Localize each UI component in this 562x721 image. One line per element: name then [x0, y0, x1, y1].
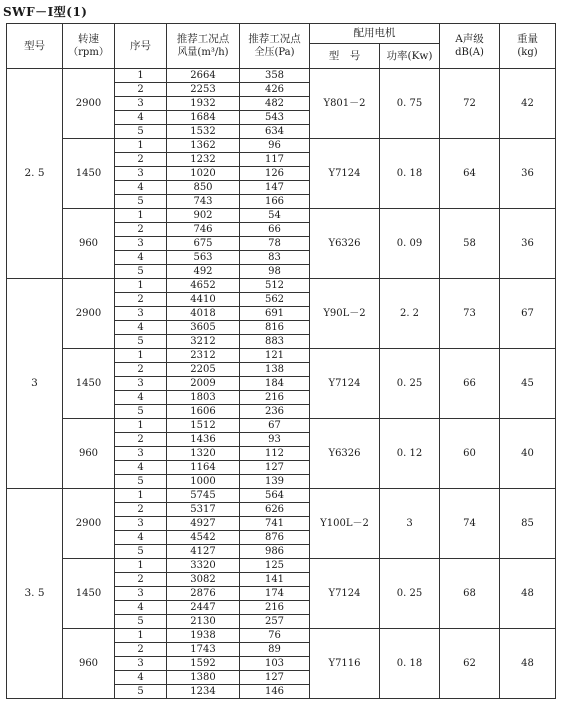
cell-airflow: 1743 — [167, 643, 240, 657]
cell-noise: 68 — [440, 559, 500, 629]
cell-pressure: 139 — [240, 475, 310, 489]
cell-seq: 1 — [115, 139, 167, 153]
cell-seq: 5 — [115, 615, 167, 629]
cell-noise: 64 — [440, 139, 500, 209]
cell-pressure: 89 — [240, 643, 310, 657]
cell-airflow: 492 — [167, 265, 240, 279]
cell-seq: 3 — [115, 237, 167, 251]
cell-weight: 36 — [500, 139, 556, 209]
cell-seq: 1 — [115, 69, 167, 83]
cell-weight: 85 — [500, 489, 556, 559]
cell-seq: 3 — [115, 657, 167, 671]
cell-pressure: 562 — [240, 293, 310, 307]
cell-pressure: 358 — [240, 69, 310, 83]
header-noise-unit: dB(A) — [455, 47, 484, 59]
cell-airflow: 4018 — [167, 307, 240, 321]
header-speed — [63, 24, 115, 69]
cell-weight: 42 — [500, 69, 556, 139]
cell-weight: 48 — [500, 629, 556, 699]
cell-speed: 2900 — [63, 489, 115, 559]
header-weight-unit: (kg) — [517, 47, 538, 59]
cell-airflow: 675 — [167, 237, 240, 251]
table-row — [7, 629, 556, 643]
cell-pressure: 147 — [240, 181, 310, 195]
cell-airflow: 4652 — [167, 279, 240, 293]
cell-motor-power: 0. 18 — [380, 629, 440, 699]
cell-pressure: 543 — [240, 111, 310, 125]
cell-seq: 4 — [115, 461, 167, 475]
cell-motor-power: 0. 12 — [380, 419, 440, 489]
cell-pressure: 141 — [240, 573, 310, 587]
cell-airflow: 743 — [167, 195, 240, 209]
header-airflow-unit: 风量(m³/h) — [177, 47, 229, 59]
cell-speed: 960 — [63, 629, 115, 699]
cell-seq: 5 — [115, 125, 167, 139]
cell-pressure: 83 — [240, 251, 310, 265]
cell-airflow: 2205 — [167, 363, 240, 377]
header-pressure — [240, 24, 310, 69]
cell-seq: 2 — [115, 293, 167, 307]
cell-noise: 72 — [440, 69, 500, 139]
cell-airflow: 3320 — [167, 559, 240, 573]
cell-speed: 2900 — [63, 69, 115, 139]
cell-airflow: 2130 — [167, 615, 240, 629]
cell-seq: 3 — [115, 517, 167, 531]
cell-speed: 1450 — [63, 349, 115, 419]
table-row — [7, 279, 556, 293]
cell-airflow: 2447 — [167, 601, 240, 615]
cell-pressure: 257 — [240, 615, 310, 629]
cell-pressure: 626 — [240, 503, 310, 517]
cell-airflow: 2009 — [167, 377, 240, 391]
cell-airflow: 4542 — [167, 531, 240, 545]
cell-airflow: 2312 — [167, 349, 240, 363]
cell-airflow: 746 — [167, 223, 240, 237]
header-pressure-unit: 全压(Pa) — [254, 47, 295, 59]
cell-airflow: 1234 — [167, 685, 240, 699]
cell-pressure: 127 — [240, 671, 310, 685]
cell-pressure: 146 — [240, 685, 310, 699]
cell-pressure: 634 — [240, 125, 310, 139]
cell-motor-model: Y100L－2 — [310, 489, 380, 559]
cell-motor-power: 0. 75 — [380, 69, 440, 139]
cell-seq: 2 — [115, 153, 167, 167]
header-pressure-top: 推荐工况点 — [248, 32, 301, 45]
cell-seq: 2 — [115, 223, 167, 237]
header-airflow — [167, 24, 240, 69]
cell-noise: 73 — [440, 279, 500, 349]
cell-pressure: 174 — [240, 587, 310, 601]
header-motor: 配用电机 — [310, 24, 440, 44]
cell-pressure: 883 — [240, 335, 310, 349]
cell-airflow: 1320 — [167, 447, 240, 461]
cell-airflow: 1684 — [167, 111, 240, 125]
cell-motor-power: 0. 09 — [380, 209, 440, 279]
cell-airflow: 5317 — [167, 503, 240, 517]
cell-motor-model: Y7124 — [310, 349, 380, 419]
cell-seq: 2 — [115, 433, 167, 447]
table-row — [7, 419, 556, 433]
table-title: SWF－Ⅰ型(1) — [3, 5, 88, 19]
cell-weight: 48 — [500, 559, 556, 629]
cell-seq: 4 — [115, 321, 167, 335]
cell-motor-model: Y7124 — [310, 139, 380, 209]
cell-airflow: 2253 — [167, 83, 240, 97]
cell-motor-model: Y7124 — [310, 559, 380, 629]
cell-airflow: 1362 — [167, 139, 240, 153]
cell-seq: 1 — [115, 419, 167, 433]
cell-seq: 3 — [115, 167, 167, 181]
cell-airflow: 2876 — [167, 587, 240, 601]
cell-airflow: 4927 — [167, 517, 240, 531]
cell-pressure: 512 — [240, 279, 310, 293]
cell-pressure: 691 — [240, 307, 310, 321]
cell-seq: 5 — [115, 545, 167, 559]
cell-pressure: 816 — [240, 321, 310, 335]
cell-pressure: 216 — [240, 601, 310, 615]
cell-seq: 1 — [115, 489, 167, 503]
header-noise-label: A声级 — [455, 32, 484, 45]
cell-weight: 40 — [500, 419, 556, 489]
cell-motor-model: Y90L－2 — [310, 279, 380, 349]
cell-speed: 1450 — [63, 139, 115, 209]
cell-airflow: 902 — [167, 209, 240, 223]
header-motor-power: 功率(Kw) — [380, 44, 440, 69]
cell-seq: 4 — [115, 671, 167, 685]
table-row — [7, 209, 556, 223]
cell-airflow: 2664 — [167, 69, 240, 83]
cell-motor-power: 0. 18 — [380, 139, 440, 209]
cell-airflow: 1164 — [167, 461, 240, 475]
cell-airflow: 1532 — [167, 125, 240, 139]
cell-airflow: 1803 — [167, 391, 240, 405]
cell-seq: 3 — [115, 307, 167, 321]
cell-pressure: 93 — [240, 433, 310, 447]
table-row — [7, 349, 556, 363]
cell-weight: 67 — [500, 279, 556, 349]
cell-seq: 3 — [115, 587, 167, 601]
table-row — [7, 489, 556, 503]
cell-seq: 4 — [115, 251, 167, 265]
table-row — [7, 69, 556, 83]
header-model-label: 型号 — [24, 39, 45, 52]
cell-noise: 74 — [440, 489, 500, 559]
cell-seq: 5 — [115, 405, 167, 419]
cell-motor-power: 0. 25 — [380, 559, 440, 629]
cell-seq: 4 — [115, 531, 167, 545]
cell-seq: 2 — [115, 573, 167, 587]
header-model — [7, 24, 63, 69]
cell-airflow: 1436 — [167, 433, 240, 447]
cell-pressure: 125 — [240, 559, 310, 573]
cell-airflow: 1512 — [167, 419, 240, 433]
cell-pressure: 78 — [240, 237, 310, 251]
cell-motor-model: Y6326 — [310, 419, 380, 489]
cell-pressure: 103 — [240, 657, 310, 671]
header-weight — [500, 24, 556, 69]
cell-seq: 1 — [115, 209, 167, 223]
cell-pressure: 564 — [240, 489, 310, 503]
cell-airflow: 1380 — [167, 671, 240, 685]
cell-seq: 4 — [115, 111, 167, 125]
cell-airflow: 1000 — [167, 475, 240, 489]
header-airflow-top: 推荐工况点 — [176, 32, 230, 45]
cell-motor-model: Y7116 — [310, 629, 380, 699]
cell-noise: 66 — [440, 349, 500, 419]
cell-speed: 960 — [63, 209, 115, 279]
cell-seq: 1 — [115, 559, 167, 573]
cell-seq: 2 — [115, 643, 167, 657]
cell-pressure: 876 — [240, 531, 310, 545]
cell-speed: 960 — [63, 419, 115, 489]
cell-speed: 1450 — [63, 559, 115, 629]
cell-seq: 2 — [115, 83, 167, 97]
header-speed-label: 转速 — [78, 32, 99, 45]
cell-pressure: 426 — [240, 83, 310, 97]
cell-airflow: 3082 — [167, 573, 240, 587]
cell-pressure: 184 — [240, 377, 310, 391]
cell-pressure: 986 — [240, 545, 310, 559]
cell-pressure: 66 — [240, 223, 310, 237]
cell-pressure: 138 — [240, 363, 310, 377]
cell-pressure: 236 — [240, 405, 310, 419]
cell-seq: 4 — [115, 601, 167, 615]
cell-model: 3. 5 — [7, 489, 63, 699]
cell-seq: 3 — [115, 447, 167, 461]
cell-noise: 58 — [440, 209, 500, 279]
cell-motor-power: 2. 2 — [380, 279, 440, 349]
cell-pressure: 76 — [240, 629, 310, 643]
cell-seq: 3 — [115, 377, 167, 391]
cell-pressure: 741 — [240, 517, 310, 531]
cell-airflow: 4410 — [167, 293, 240, 307]
header-seq — [115, 24, 167, 69]
cell-seq: 4 — [115, 391, 167, 405]
cell-airflow: 3212 — [167, 335, 240, 349]
cell-seq: 2 — [115, 503, 167, 517]
table-body — [7, 69, 556, 699]
cell-model: 3 — [7, 279, 63, 489]
cell-airflow: 1232 — [167, 153, 240, 167]
cell-airflow: 1020 — [167, 167, 240, 181]
cell-seq: 1 — [115, 629, 167, 643]
cell-motor-model: Y6326 — [310, 209, 380, 279]
cell-pressure: 166 — [240, 195, 310, 209]
cell-weight: 45 — [500, 349, 556, 419]
table-row — [7, 139, 556, 153]
cell-pressure: 126 — [240, 167, 310, 181]
cell-pressure: 98 — [240, 265, 310, 279]
cell-pressure: 216 — [240, 391, 310, 405]
table-row — [7, 559, 556, 573]
cell-pressure: 54 — [240, 209, 310, 223]
header-seq-label: 序号 — [130, 39, 151, 52]
cell-airflow: 1592 — [167, 657, 240, 671]
cell-airflow: 850 — [167, 181, 240, 195]
cell-motor-power: 3 — [380, 489, 440, 559]
cell-pressure: 117 — [240, 153, 310, 167]
cell-model: 2. 5 — [7, 69, 63, 279]
cell-speed: 2900 — [63, 279, 115, 349]
cell-pressure: 96 — [240, 139, 310, 153]
cell-seq: 2 — [115, 363, 167, 377]
cell-motor-model: Y801－2 — [310, 69, 380, 139]
cell-motor-power: 0. 25 — [380, 349, 440, 419]
cell-seq: 4 — [115, 181, 167, 195]
header-noise — [440, 24, 500, 69]
cell-airflow: 563 — [167, 251, 240, 265]
cell-noise: 60 — [440, 419, 500, 489]
cell-airflow: 4127 — [167, 545, 240, 559]
cell-seq: 3 — [115, 97, 167, 111]
header-weight-label: 重量 — [517, 32, 538, 45]
cell-seq: 5 — [115, 195, 167, 209]
cell-seq: 5 — [115, 475, 167, 489]
cell-pressure: 67 — [240, 419, 310, 433]
cell-airflow: 1932 — [167, 97, 240, 111]
cell-airflow: 3605 — [167, 321, 240, 335]
cell-airflow: 1606 — [167, 405, 240, 419]
cell-seq: 1 — [115, 279, 167, 293]
cell-noise: 62 — [440, 629, 500, 699]
cell-weight: 36 — [500, 209, 556, 279]
header-speed-unit: （rpm） — [68, 47, 109, 59]
cell-seq: 5 — [115, 685, 167, 699]
cell-seq: 5 — [115, 265, 167, 279]
cell-pressure: 112 — [240, 447, 310, 461]
fan-spec-table — [6, 23, 556, 699]
cell-airflow: 5745 — [167, 489, 240, 503]
cell-seq: 5 — [115, 335, 167, 349]
cell-airflow: 1938 — [167, 629, 240, 643]
cell-pressure: 482 — [240, 97, 310, 111]
cell-pressure: 127 — [240, 461, 310, 475]
cell-pressure: 121 — [240, 349, 310, 363]
cell-seq: 1 — [115, 349, 167, 363]
header-motor-model: 型 号 — [310, 44, 380, 69]
